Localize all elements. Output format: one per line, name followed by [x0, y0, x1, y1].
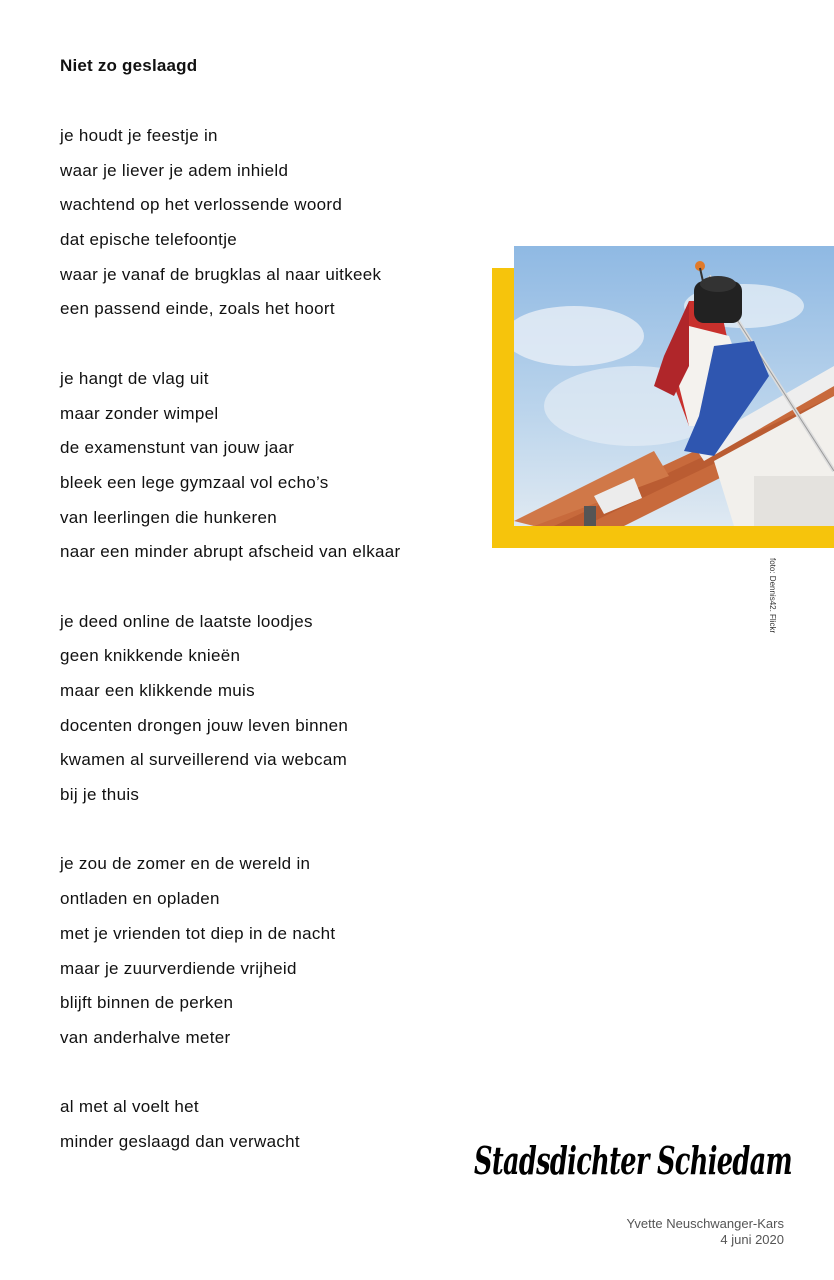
publication-date: 4 juni 2020 [720, 1232, 784, 1247]
poem-line: een passend einde, zoals het hoort [60, 299, 335, 319]
poem-line: wachtend op het verlossende woord [60, 195, 343, 215]
photo-frame [492, 246, 834, 548]
poem-title: Niet zo geslaagd [60, 56, 198, 75]
brand-logo [472, 1126, 802, 1196]
poem-line: ontladen en opladen [60, 889, 220, 909]
poem-line: kwamen al surveillerend via webcam [60, 750, 348, 770]
accent-bar-horizontal [492, 526, 834, 548]
poem-line: maar je zuurverdiende vrijheid [60, 958, 297, 978]
poem-line: bij je thuis [60, 785, 140, 805]
accent-bar-vertical [492, 268, 514, 548]
poem-line: waar je liever je adem inhield [60, 160, 289, 180]
poem-line: docenten drongen jouw leven binnen [60, 715, 349, 735]
poem-line: maar zonder wimpel [60, 403, 219, 423]
poem-body [60, 124, 490, 1199]
stanza-5 [60, 1095, 490, 1164]
poem-line: minder geslaagd dan verwacht [60, 1131, 300, 1151]
poem-line: waar je vanaf de brugklas al naar uitkeek [60, 264, 382, 284]
poem-line: de examenstunt van jouw jaar [60, 438, 295, 458]
photo-credit: foto: Dennis42. Flickr [768, 558, 777, 634]
poem-line: al met al voelt het [60, 1097, 199, 1117]
poem-line: bleek een lege gymzaal vol echo’s [60, 472, 329, 492]
flag-photo [514, 246, 834, 526]
stanza-2 [60, 367, 490, 575]
poem-line: blijft binnen de perken [60, 993, 234, 1013]
poem-line: van anderhalve meter [60, 1027, 231, 1047]
stanza-3 [60, 610, 490, 818]
poem-line: geen knikkende knieën [60, 646, 241, 666]
stanza-1 [60, 124, 490, 332]
poem-line: dat epische telefoontje [60, 230, 238, 250]
poem-line: je deed online de laatste loodjes [60, 611, 313, 631]
author-block [626, 1216, 784, 1248]
poem-line: je houdt je feestje in [60, 126, 218, 145]
poem-line: je zou de zomer en de wereld in [60, 854, 311, 874]
stanza-4 [60, 852, 490, 1060]
poem-line: met je vrienden tot diep in de nacht [60, 923, 336, 943]
poem-line: maar een klikkende muis [60, 681, 255, 700]
poem-line: naar een minder abrupt afscheid van elkaar [60, 542, 401, 562]
brand-wordmark: Stadsdichter Schiedam [474, 1138, 792, 1183]
poem-line: van leerlingen die hunkeren [60, 507, 277, 527]
poem-line: je hangt de vlag uit [60, 368, 209, 388]
author-name: Yvette Neuschwanger-Kars [626, 1216, 784, 1231]
